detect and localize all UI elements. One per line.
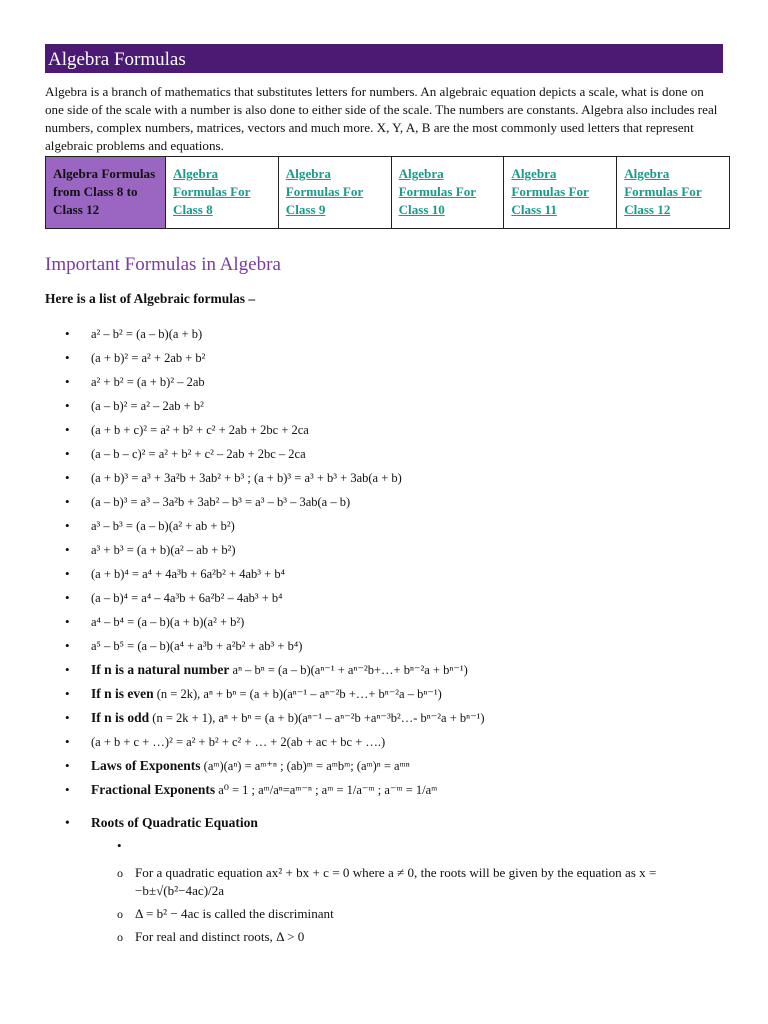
list-item: • If n is a natural number aⁿ – bⁿ = (a – b)(aⁿ⁻¹ + aⁿ⁻²b+…+ bⁿ⁻²a + bⁿ⁻¹) bbox=[65, 662, 468, 677]
link-class-12[interactable]: Algebra Formulas For Class 12 bbox=[624, 166, 702, 217]
list-item: • Fractional Exponents a⁰ = 1 ; aᵐ/aⁿ=aᵐ⁻ⁿ ; aᵐ = 1/a⁻ᵐ ; a⁻ᵐ = 1/aᵐ bbox=[65, 782, 438, 797]
list-item: • a² – b² = (a – b)(a + b) bbox=[65, 326, 203, 341]
list-item: • a³ + b³ = (a + b)(a² – ab + b²) bbox=[65, 542, 236, 557]
section-heading: Important Formulas in Algebra bbox=[45, 254, 281, 275]
roots-sublist bbox=[45, 864, 723, 946]
empty-list-item: • bbox=[117, 838, 122, 853]
list-item: • a⁵ – b⁵ = (a – b)(a⁴ + a³b + a²b² + ab³ + b⁴) bbox=[65, 638, 303, 653]
class-links-table bbox=[45, 156, 730, 229]
list-lead: Here is a list of Algebraic formulas – bbox=[45, 291, 256, 306]
list-item: o For a quadratic equation ax² + bx + c = 0 where a ≠ 0, the roots will be given by the equation as x = −b±√(b²−4ac)/2a bbox=[117, 865, 657, 898]
list-item: • (a + b)² = a² + 2ab + b² bbox=[65, 350, 206, 365]
list-item: • a² + b² = (a + b)² – 2ab bbox=[65, 374, 205, 389]
link-class-9[interactable]: Algebra Formulas For Class 9 bbox=[285, 166, 364, 217]
document-page bbox=[45, 44, 723, 951]
list-item: • (a + b + c + …)² = a² + b² + c² + … + 2(ab + ac + bc + ….) bbox=[65, 734, 386, 749]
list-item: • (a – b – c)² = a² + b² + c² – 2ab + 2bc – 2ca bbox=[65, 446, 306, 461]
link-class-11[interactable]: Algebra Formulas For Class 11 bbox=[511, 166, 589, 217]
link-class-10[interactable]: Algebra Formulas For Class 10 bbox=[398, 166, 477, 217]
intro-paragraph: Algebra is a branch of mathematics that substitutes letters for numbers. An algebraic equation depicts a scale, what is done on one side of the scale with a number is also done to either side of the scale. The numbers are constants. Algebra also includes real numbers, complex numbers, matrices, vectors and much more. X, Y, A, B are the most commonly used letters that represent algebraic problems and equations. bbox=[45, 84, 718, 153]
list-item: • (a – b)³ = a³ – 3a²b + 3ab² – b³ = a³ – b³ – 3ab(a – b) bbox=[65, 494, 351, 509]
list-item: • If n is even (n = 2k), aⁿ + bⁿ = (a + b)(aⁿ⁻¹ – aⁿ⁻²b +…+ bⁿ⁻²a – bⁿ⁻¹) bbox=[65, 686, 442, 701]
list-item: • (a – b)² = a² – 2ab + b² bbox=[65, 398, 204, 413]
roots-heading: • Roots of Quadratic Equation bbox=[65, 815, 258, 830]
list-item: o Δ = b² − 4ac is called the discriminant bbox=[117, 906, 334, 921]
link-class-8[interactable]: Algebra Formulas For Class 8 bbox=[173, 166, 251, 217]
formula-list bbox=[45, 322, 723, 802]
list-item: • a³ – b³ = (a – b)(a² + ab + b²) bbox=[65, 518, 235, 533]
list-item: • If n is odd (n = 2k + 1), aⁿ + bⁿ = (a + b)(aⁿ⁻¹ – aⁿ⁻²b +aⁿ⁻³b²…- bⁿ⁻²a + bⁿ⁻¹) bbox=[65, 710, 485, 725]
list-item: • (a + b + c)² = a² + b² + c² + 2ab + 2bc + 2ca bbox=[65, 422, 309, 437]
list-item: • (a + b)³ = a³ + 3a²b + 3ab² + b³ ; (a + b)³ = a³ + b³ + 3ab(a + b) bbox=[65, 470, 402, 485]
page-title: Algebra Formulas bbox=[45, 44, 723, 73]
list-item: o For real and distinct roots, Δ > 0 bbox=[117, 929, 305, 944]
list-item: • a⁴ – b⁴ = (a – b)(a + b)(a² + b²) bbox=[65, 614, 245, 629]
list-item: • (a + b)⁴ = a⁴ + 4a³b + 6a²b² + 4ab³ + b⁴ bbox=[65, 566, 285, 581]
list-item: • Laws of Exponents (aᵐ)(aⁿ) = aᵐ⁺ⁿ ; (ab)ᵐ = aᵐbᵐ; (aᵐ)ⁿ = aᵐⁿ bbox=[65, 758, 410, 773]
list-item: • (a – b)⁴ = a⁴ – 4a³b + 6a²b² – 4ab³ + b⁴ bbox=[65, 590, 283, 605]
table-header-cell: Algebra Formulas from Class 8 to Class 12 bbox=[46, 157, 166, 229]
